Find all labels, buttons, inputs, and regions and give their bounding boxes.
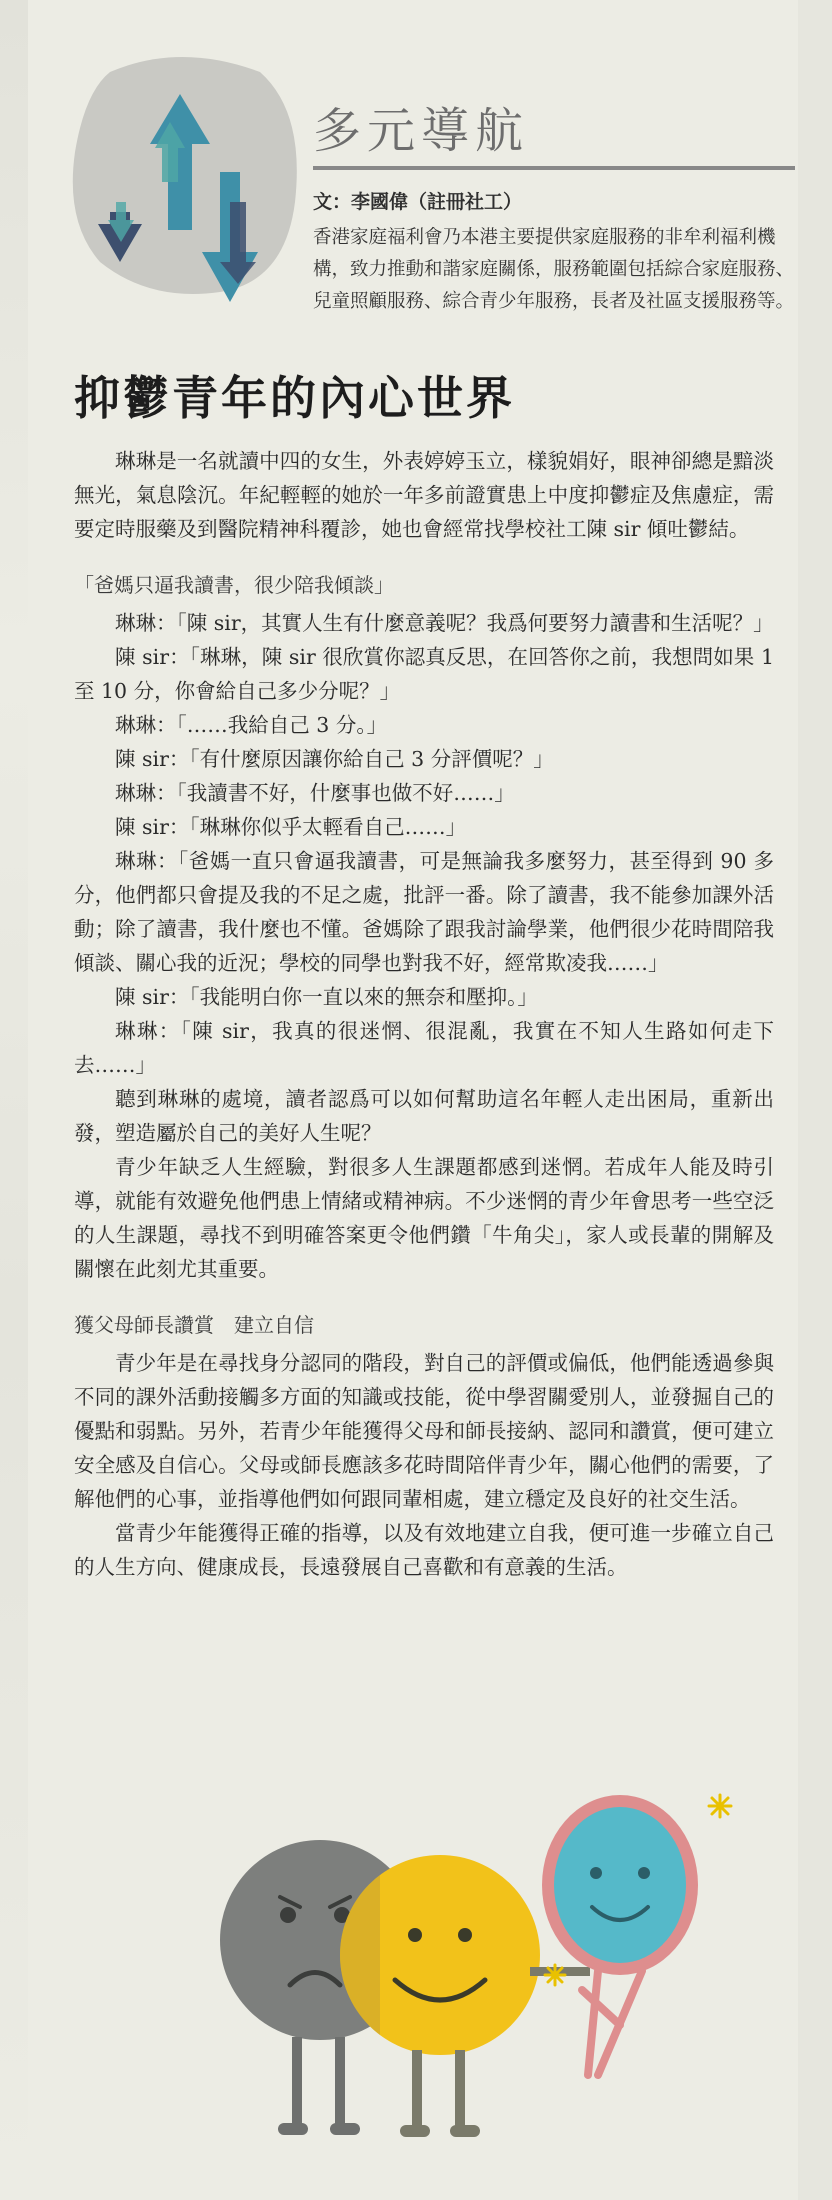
arrows-icon: [70, 52, 300, 312]
page-edge-right: [798, 0, 832, 2200]
dialogue-line: 琳琳：「陳 sir，其實人生有什麼意義呢？我爲何要努力讀書和生活呢？」: [115, 611, 774, 635]
headline: 抑鬱青年的內心世界: [74, 371, 515, 425]
title-rule: [313, 166, 795, 170]
dialogue-line: 陳 sir：「琳琳你似乎太輕看自己……」: [115, 815, 467, 839]
dialogue-line: 琳琳：「……我給自己 3 分。」: [115, 713, 388, 737]
dialogue-line: 琳琳：「我讀書不好，什麼事也做不好……」: [115, 781, 515, 805]
body-paragraph: 當青少年能獲得正確的指導，以及有效地建立自我，便可進一步確立自己的人生方向、健康成長，長遠發展自己喜歡和有意義的生活。: [74, 1521, 774, 1579]
dialogue-line: 琳琳：「爸媽一直只會逼我讀書，可是無論我多麼努力，甚至得到 90 多分，他們都只會提及我的不足之處，批評一番。除了讀書，我不能參加課外活動；除了讀書，我什麼也不懂。爸媽除了跟我討論學業，他們很少花時間陪我傾談、關心我的近況；學校的同學也對我不好，經常欺凌我……」: [74, 849, 774, 975]
section-heading-1: 「爸媽只逼我讀書，很少陪我傾談」: [74, 573, 394, 597]
dialogue-line: 琳琳：「陳 sir，我真的很迷惘、很混亂，我實在不知人生路如何走下去……」: [74, 1019, 774, 1077]
byline: 文：李國偉（註冊社工）: [313, 191, 523, 213]
dialogue-line: 陳 sir：「我能明白你一直以來的無奈和壓抑。」: [115, 985, 538, 1009]
article-body: [74, 444, 774, 1584]
section-heading-2: 獲父母師長讚賞 建立自信: [74, 1313, 314, 1337]
dialogue-line: 陳 sir：「有什麼原因讓你給自己 3 分評價呢？」: [115, 747, 554, 771]
page-edge-left: [0, 0, 28, 2200]
body-paragraph: 青少年缺乏人生經驗，對很多人生課題都感到迷惘。若成年人能及時引導，就能有效避免他們患上情緒或精神病。不少迷惘的青少年會思考一些空泛的人生課題，尋找不到明確答案更令他們鑽「牛角尖」，家人或長輩的開解及關懷在此刻尤其重要。: [74, 1155, 774, 1281]
intro-paragraph: 琳琳是一名就讀中四的女生，外表婷婷玉立，樣貌娟好，眼神卻總是黯淡無光，氣息陰沉。年紀輕輕的她於一年多前證實患上中度抑鬱症及焦慮症，需要定時服藥及到醫院精神科覆診，她也會經常找學校社工陳 sir 傾吐鬱結。: [74, 449, 774, 541]
mirror-icon: [542, 1795, 698, 2075]
column-title: 多元導航: [313, 103, 530, 159]
body-paragraph: 聽到琳琳的處境，讀者認爲可以如何幫助這名年輕人走出困局，重新出發，塑造屬於自己的美好人生呢？: [74, 1087, 774, 1145]
dialogue-line: 陳 sir：「琳琳，陳 sir 很欣賞你認真反思，在回答你之前，我想問如果 1 至 10 分，你會給自己多少分呢？」: [74, 645, 774, 703]
author-bio: 香港家庭福利會乃本港主要提供家庭服務的非牟利福利機構，致力推動和諧家庭關係，服務範圍包括綜合家庭服務、兒童照顧服務、綜合青少年服務，長者及社區支援服務等。: [313, 227, 795, 312]
faces-illustration: [200, 1745, 760, 2175]
body-paragraph: 青少年是在尋找身分認同的階段，對自己的評價或偏低，他們能透過參與不同的課外活動接觸多方面的知識或技能，從中學習關愛別人，並發掘自己的優點和弱點。另外，若青少年能獲得父母和師長接納、認同和讚賞，便可建立安全感及自信心。父母或師長應該多花時間陪伴青少年，關心他們的需要，了解他們的心事，並指導他們如何跟同輩相處，建立穩定及良好的社交生活。: [74, 1351, 774, 1511]
